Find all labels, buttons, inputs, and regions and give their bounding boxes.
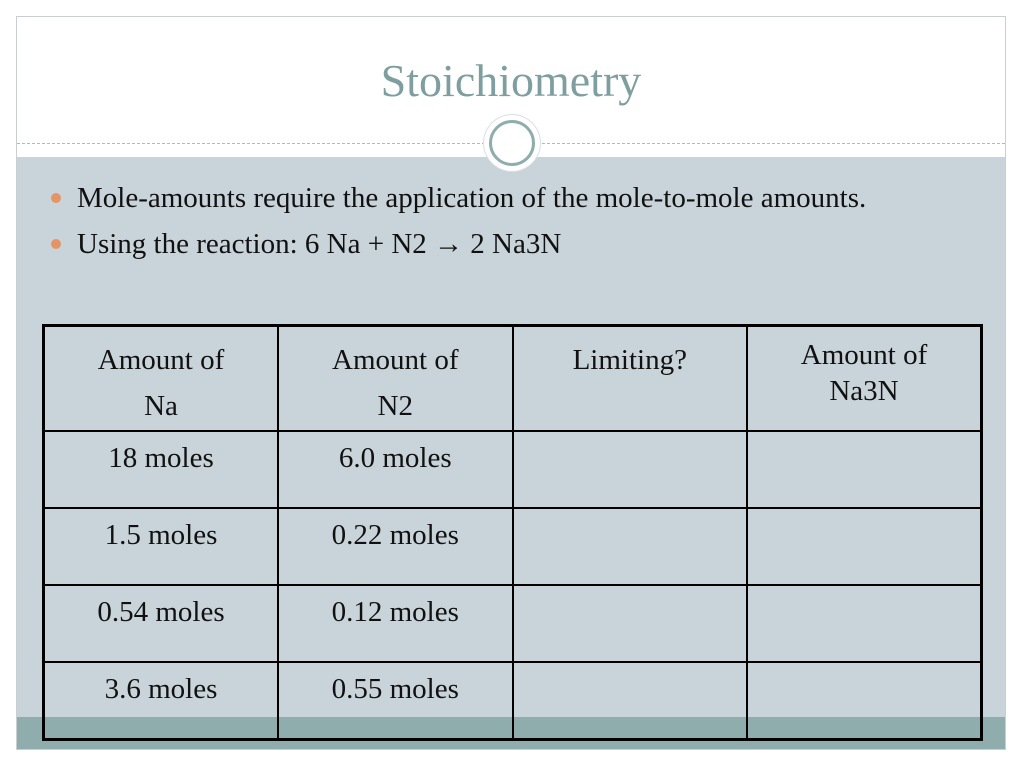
data-table (42, 324, 983, 741)
header-line: Amount of (332, 344, 459, 376)
header-line: Na (144, 390, 178, 422)
header-line: Na3N (829, 375, 899, 407)
header-line: N2 (377, 390, 413, 422)
slide (16, 16, 1006, 750)
table-row (44, 662, 982, 740)
table-cell: 0.54 moles (44, 585, 279, 662)
table-cell (747, 508, 982, 585)
bullet-item (47, 177, 947, 219)
table-cell (513, 508, 748, 585)
table-cell: 18 moles (44, 431, 279, 508)
header-cell-limiting (513, 326, 748, 432)
table-cell: 0.12 moles (278, 585, 513, 662)
table-cell (747, 431, 982, 508)
header-line: Limiting? (572, 344, 687, 376)
table-cell (747, 585, 982, 662)
table-cell (513, 662, 748, 740)
table-cell (513, 585, 748, 662)
table-header-row (44, 326, 982, 432)
table-cell: 6.0 moles (278, 431, 513, 508)
table-cell (513, 431, 748, 508)
table-cell: 3.6 moles (44, 662, 279, 740)
slide-title: Stoichiometry (380, 55, 642, 106)
header-cell-na3n (747, 326, 982, 432)
header-cell-na (44, 326, 279, 432)
table-cell: 0.55 moles (278, 662, 513, 740)
bullet-list (47, 177, 947, 269)
circle-ring (489, 120, 535, 166)
header-line: Amount of (97, 344, 225, 376)
bullet-dot-icon (51, 193, 61, 203)
bullet-item (47, 223, 947, 265)
table-cell: 1.5 moles (44, 508, 279, 585)
table-row (44, 508, 982, 585)
circle-ornament-icon (484, 115, 540, 171)
bullet-text: Using the reaction: 6 Na + N2 → 2 Na3N (77, 228, 562, 260)
table-row (44, 585, 982, 662)
table-row (44, 431, 982, 508)
bullet-dot-icon (51, 239, 61, 249)
table-cell (747, 662, 982, 740)
table-cell: 0.22 moles (278, 508, 513, 585)
bullet-text: Mole-amounts require the application of the mole-to-mole amounts. (77, 182, 867, 214)
header-cell-n2 (278, 326, 513, 432)
header-line: Amount of (800, 339, 928, 371)
